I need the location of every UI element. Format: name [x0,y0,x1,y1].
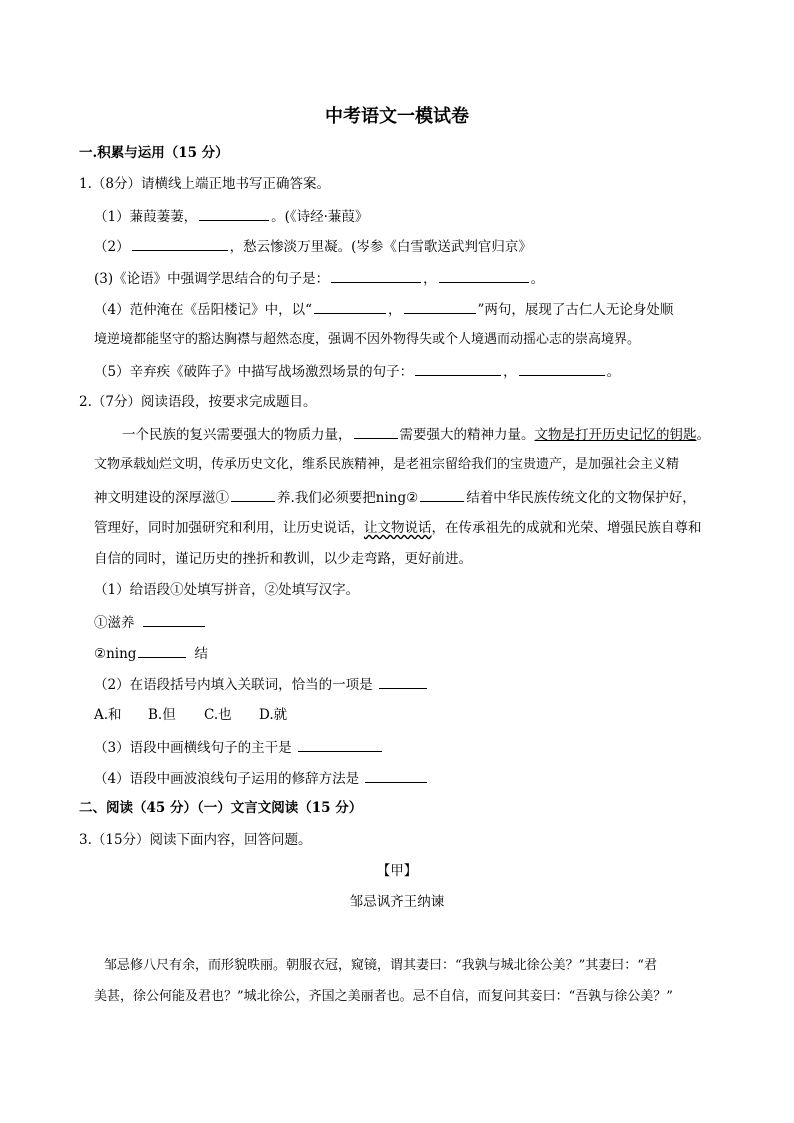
option-a[interactable]: A.和 [94,707,122,723]
q1-item-1-suffix: 。(《诗经·蒹葭》 [271,209,369,225]
q2-sub-3 [94,737,384,758]
passage-text: 神文明建设的深厚滋① [94,490,229,506]
q1-item-5 [94,361,620,382]
passage-line-5: 自信的同时，谨记历史的挫折和教训，以少走弯路，更好前进。 [94,551,472,567]
answer-blank[interactable] [331,268,421,283]
q1-item-5-end: 。 [606,364,621,380]
page-title: 中考语文一模试卷 [325,106,469,127]
answer-blank[interactable] [199,206,269,221]
answer-blank[interactable] [231,487,275,502]
sub-label: ①滋养 [94,615,135,631]
q2-options [94,705,287,725]
q1-item-3-end: 。 [530,271,545,287]
q1-item-4 [94,299,673,320]
q1-item-2-suffix: ，愁云惨淡万里凝。(岑参《白雪歌送武判官归京》 [229,239,532,255]
q1-item-3 [94,268,544,289]
q1-item-3-prefix: (3)《论语》中强调学思结合的句子是： [94,271,330,287]
underlined-sentence: 文物是打开历史记忆的钥匙 [534,427,697,443]
q1-item-4-prefix: （4）范仲淹在《岳阳楼记》中，以“ [94,302,312,318]
passage-text: ，在传承祖先的成就和光荣、增强民族自尊和 [431,520,702,536]
answer-blank[interactable] [439,268,529,283]
sub-suffix: 结 [194,646,208,662]
q1-item-2-prefix: （2） [94,239,130,255]
passage-text: 管理好，同时加强研究和利用，让历史说话， [94,520,364,536]
option-d[interactable]: D.就 [259,707,288,723]
passage-line-4 [94,518,702,538]
question-1-stem: 1.（8分）请横线上端正地书写正确答案。 [79,176,330,192]
q1-item-5-sep: ， [503,364,517,380]
q1-item-3-sep: ， [423,271,437,287]
q2-sub-1b [94,643,208,664]
q1-item-2 [94,236,532,257]
question-2-stem: 2.（7分）阅读语段，按要求完成题目。 [79,394,317,410]
q1-item-5-prefix: （5）辛弃疾《破阵子》中描写战场激烈场景的句子： [94,364,414,380]
section-heading-2: 二、阅读（45 分）（一）文言文阅读（15 分） [79,800,363,816]
answer-blank[interactable] [314,299,386,314]
passage-line-3 [94,487,696,508]
sub-question: （4）语段中画波浪线句子运用的修辞方法是 [94,771,360,787]
answer-blank[interactable] [138,643,186,658]
sub-label: ②ning [94,646,137,662]
passage-text: 结着中华民族传统文化的文物保护好， [466,490,696,506]
passage-label: 【甲】 [376,863,418,879]
answer-blank[interactable] [132,236,228,251]
option-c[interactable]: C.也 [204,707,232,723]
q2-sub-2 [94,674,429,695]
q2-sub-1: （1）给语段①处填写拼音，②处填写汉字。 [94,582,360,598]
q1-item-4-line2: 境逆境都能坚守的豁达胸襟与超然态度，强调不因外物得失或个人境遇而动摇心志的崇高境界。 [94,332,641,347]
answer-blank[interactable] [354,424,398,439]
passage-line-1 [122,424,710,445]
passage-text: 一个民族的复兴需要强大的物质力量， [122,427,352,443]
answer-blank[interactable] [415,361,501,376]
answer-blank[interactable] [519,361,605,376]
sub-question: （2）在语段括号内填入关联词，恰当的一项是 [94,677,373,693]
answer-blank[interactable] [365,768,427,783]
question-3-stem: 3.（15分）阅读下面内容，回答问题。 [79,832,312,848]
answer-blank[interactable] [379,674,427,689]
passage-line-2: 文物承载灿烂文明，传承历史文化，维系民族精神，是老祖宗留给我们的宝贵遗产，是加强社会主义精 [94,457,680,472]
sub-question: （3）语段中画横线句子的主干是 [94,740,292,756]
option-b[interactable]: B.但 [148,707,176,723]
q2-sub-4 [94,768,429,789]
passage-text: 。 [696,427,710,443]
classical-passage-line-1: 邹忌修八尺有余，而形貌昳丽。朝服衣冠，窥镜，谓其妻曰：“我孰与城北徐公美？”其妻曰：“君 [104,958,657,973]
q1-item-4-sep: ， [388,302,402,318]
q2-sub-1a [94,612,207,633]
q1-item-1-prefix: （1）蒹葭萋萋， [94,209,198,225]
passage-title: 邹忌讽齐王纳谏 [349,894,445,910]
q1-item-1 [94,206,368,227]
classical-passage-line-2: 美甚，徐公何能及君也？”城北徐公，齐国之美丽者也。忌不自信，而复问其妾曰：“吾孰与徐公美？” [94,989,673,1004]
passage-text: 需要强大的精神力量。 [399,427,535,443]
passage-text: 养.我们必须要把ning② [277,490,419,506]
answer-blank[interactable] [404,299,476,314]
answer-blank[interactable] [420,487,464,502]
section-heading-1: 一.积累与运用（15 分） [79,145,229,161]
wavy-underlined-sentence: 让文物说话 [364,520,432,536]
q1-item-4-suffix: ”两句，展现了古仁人无论身处顺 [477,302,674,318]
answer-blank[interactable] [143,612,205,627]
answer-blank[interactable] [298,737,382,752]
